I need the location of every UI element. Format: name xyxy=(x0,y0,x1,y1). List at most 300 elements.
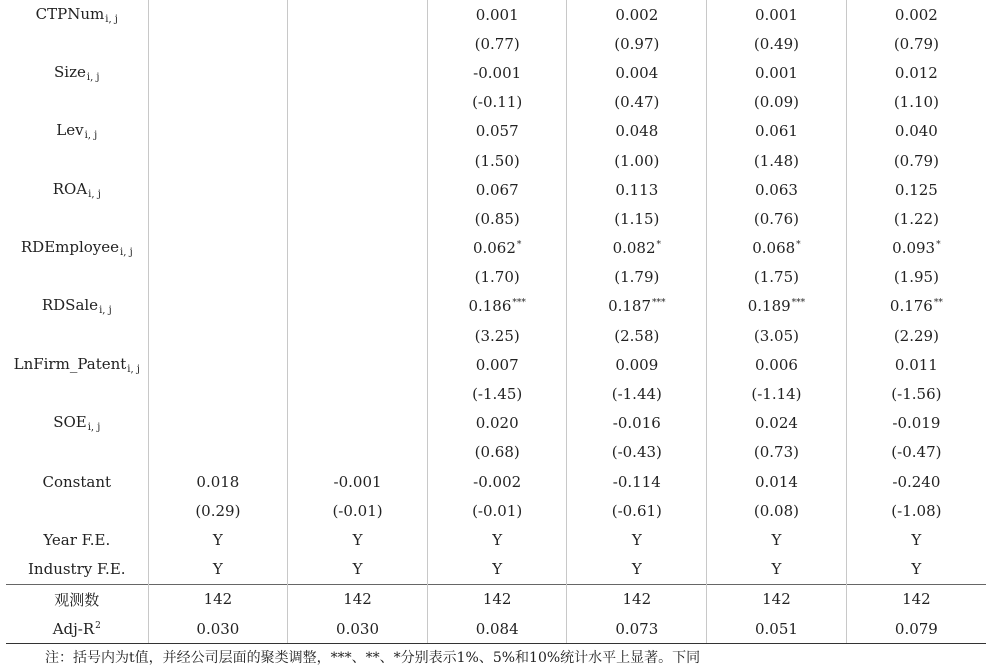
table-cell xyxy=(427,0,567,29)
cell-value: 0.001 xyxy=(475,5,519,24)
row-label-cell xyxy=(6,525,148,554)
table-cell xyxy=(148,204,288,233)
table-cell xyxy=(148,350,288,379)
row-label-cell xyxy=(6,0,148,29)
cell-value: 0.002 xyxy=(894,5,938,24)
table-cell xyxy=(427,263,567,292)
cell-value: (-0.11) xyxy=(472,93,523,112)
row-label-cell xyxy=(6,117,148,146)
cell-value: 0.125 xyxy=(894,180,938,199)
row-label-subscript: i, j xyxy=(127,363,140,375)
cell-value: (0.73) xyxy=(753,443,799,462)
cell-value: (-0.43) xyxy=(611,443,662,462)
table-cell xyxy=(567,263,707,292)
significance-stars: *** xyxy=(791,298,806,309)
t-stat-row xyxy=(6,496,986,525)
table-cell xyxy=(288,409,428,438)
table-cell xyxy=(707,292,847,321)
table-cell xyxy=(707,438,847,467)
row-label-subscript: i, j xyxy=(86,71,100,83)
table-cell xyxy=(707,263,847,292)
cell-value: (1.70) xyxy=(474,268,520,287)
cell-value: 0.040 xyxy=(894,122,938,141)
table-cell xyxy=(567,58,707,87)
table-cell xyxy=(846,292,986,321)
table-row xyxy=(6,234,986,263)
table-cell xyxy=(707,350,847,379)
table-cell xyxy=(288,614,428,644)
table-cell xyxy=(567,117,707,146)
table-cell xyxy=(846,146,986,175)
table-cell xyxy=(148,321,288,350)
cell-value: 0.187 xyxy=(608,297,652,316)
table-cell xyxy=(288,29,428,58)
row-label-cell xyxy=(6,175,148,204)
cell-value: 0.061 xyxy=(754,122,798,141)
row-label: Adj-R xyxy=(52,619,95,638)
cell-value: Y xyxy=(352,560,363,579)
cell-value: Y xyxy=(352,530,363,549)
cell-value: (-1.44) xyxy=(611,385,662,404)
cell-value: (0.68) xyxy=(474,443,520,462)
table-cell xyxy=(427,117,567,146)
table-cell xyxy=(567,292,707,321)
table-cell xyxy=(148,29,288,58)
table-cell xyxy=(288,438,428,467)
table-cell xyxy=(148,438,288,467)
cell-value: -0.002 xyxy=(473,472,522,491)
cell-value: (0.77) xyxy=(474,34,520,53)
cell-value: 0.082 xyxy=(612,239,656,258)
cell-value: (0.09) xyxy=(753,93,799,112)
table-cell xyxy=(846,438,986,467)
table-cell xyxy=(288,555,428,585)
row-label-cell xyxy=(6,234,148,263)
table-cell xyxy=(427,350,567,379)
table-cell xyxy=(707,0,847,29)
table-cell xyxy=(567,146,707,175)
table-cell xyxy=(288,467,428,496)
cell-value: 0.011 xyxy=(894,355,938,374)
table-cell xyxy=(707,58,847,87)
row-label: SOE xyxy=(53,413,87,432)
cell-value: (0.76) xyxy=(753,209,799,228)
row-label-subscript: i, j xyxy=(105,13,118,25)
table-cell xyxy=(567,438,707,467)
table-cell xyxy=(567,584,707,614)
table-cell xyxy=(707,146,847,175)
table-cell xyxy=(288,0,428,29)
cell-value: (0.47) xyxy=(614,93,660,112)
t-stat-row xyxy=(6,204,986,233)
table-cell xyxy=(707,496,847,525)
table-cell xyxy=(567,350,707,379)
table-cell xyxy=(288,175,428,204)
table-cell xyxy=(288,58,428,87)
cell-value: Y xyxy=(492,560,503,579)
table-cell xyxy=(288,496,428,525)
row-label-cell xyxy=(6,146,148,175)
cell-value: Y xyxy=(911,530,922,549)
table-cell xyxy=(148,467,288,496)
row-label-cell xyxy=(6,467,148,496)
cell-value: Y xyxy=(631,530,642,549)
table-cell xyxy=(288,321,428,350)
cell-value: 0.001 xyxy=(754,63,798,82)
table-cell xyxy=(567,525,707,554)
table-cell xyxy=(427,234,567,263)
cell-value: 0.007 xyxy=(475,355,519,374)
cell-value: (-1.56) xyxy=(891,385,942,404)
cell-value: (1.48) xyxy=(753,151,799,170)
table-cell xyxy=(288,584,428,614)
cell-value: 0.014 xyxy=(754,472,798,491)
cell-value: (-1.14) xyxy=(751,385,802,404)
table-cell xyxy=(567,379,707,408)
significance-stars: * xyxy=(796,240,801,251)
table-cell xyxy=(846,525,986,554)
t-stat-row xyxy=(6,263,986,292)
row-label-cell xyxy=(6,409,148,438)
cell-value: 0.063 xyxy=(754,180,798,199)
cell-value: Y xyxy=(492,530,503,549)
table-cell xyxy=(148,496,288,525)
cell-value: (1.15) xyxy=(614,209,660,228)
row-label: Lev xyxy=(56,121,84,140)
cell-value: 0.113 xyxy=(615,180,659,199)
table-cell xyxy=(288,292,428,321)
table-cell xyxy=(846,175,986,204)
row-label-cell xyxy=(6,29,148,58)
table-cell xyxy=(707,409,847,438)
cell-value: 142 xyxy=(343,590,372,609)
table-row xyxy=(6,614,986,644)
table-cell xyxy=(567,614,707,644)
cell-value: (1.22) xyxy=(893,209,939,228)
table-cell xyxy=(288,263,428,292)
cell-value: -0.016 xyxy=(612,414,661,433)
cell-value: 0.001 xyxy=(754,5,798,24)
table-cell xyxy=(148,409,288,438)
cell-value: Y xyxy=(771,530,782,549)
cell-value: 0.009 xyxy=(615,355,659,374)
table-cell xyxy=(148,175,288,204)
row-label-subscript: i, j xyxy=(87,422,101,434)
table-cell xyxy=(707,525,847,554)
cell-value: 142 xyxy=(622,590,652,609)
cell-value: 0.062 xyxy=(472,239,516,258)
regression-table xyxy=(6,0,986,644)
table-cell xyxy=(148,0,288,29)
table-cell xyxy=(288,379,428,408)
table-cell xyxy=(707,467,847,496)
table-row xyxy=(6,117,986,146)
table-row xyxy=(6,350,986,379)
table-cell xyxy=(846,584,986,614)
table-row xyxy=(6,525,986,554)
table-cell xyxy=(148,88,288,117)
table-cell xyxy=(707,614,847,644)
cell-value: (2.58) xyxy=(614,326,660,345)
cell-value: 0.030 xyxy=(336,619,379,638)
table-cell xyxy=(707,117,847,146)
table-cell xyxy=(148,117,288,146)
cell-value: (-0.01) xyxy=(472,501,523,520)
table-cell xyxy=(427,584,567,614)
row-label-cell xyxy=(6,263,148,292)
table-cell xyxy=(288,146,428,175)
table-cell xyxy=(148,263,288,292)
table-cell xyxy=(707,204,847,233)
table-cell xyxy=(148,525,288,554)
significance-stars: * xyxy=(936,240,941,251)
table-cell xyxy=(846,263,986,292)
significance-stars: *** xyxy=(652,298,666,309)
t-stat-row xyxy=(6,146,986,175)
t-stat-row xyxy=(6,438,986,467)
cell-value: (0.79) xyxy=(893,151,939,170)
table-cell xyxy=(427,555,567,585)
significance-stars: ** xyxy=(933,298,943,309)
row-label-cell xyxy=(6,88,148,117)
row-label-subscript: i, j xyxy=(88,188,101,200)
cell-value: Y xyxy=(771,560,782,579)
table-cell xyxy=(288,525,428,554)
cell-value: -0.001 xyxy=(473,63,522,82)
cell-value: (0.79) xyxy=(893,34,939,53)
row-label-cell xyxy=(6,584,148,614)
table-cell xyxy=(427,614,567,644)
table-cell xyxy=(288,204,428,233)
cell-value: Y xyxy=(911,560,922,579)
row-label-cell xyxy=(6,58,148,87)
table-cell xyxy=(567,409,707,438)
table-cell xyxy=(148,146,288,175)
table-cell xyxy=(288,234,428,263)
cell-value: (3.05) xyxy=(753,326,799,345)
row-label-cell xyxy=(6,496,148,525)
table-cell xyxy=(846,58,986,87)
table-row xyxy=(6,584,986,614)
table-row xyxy=(6,58,986,87)
row-label-cell xyxy=(6,292,148,321)
row-label-superscript: 2 xyxy=(95,620,101,631)
table-cell xyxy=(846,29,986,58)
table-cell xyxy=(567,175,707,204)
cell-value: 0.024 xyxy=(754,414,798,433)
row-label-cell xyxy=(6,379,148,408)
table-cell xyxy=(567,88,707,117)
row-label-subscript: i, j xyxy=(120,247,133,259)
row-label: Industry F.E. xyxy=(28,560,126,579)
t-stat-row xyxy=(6,29,986,58)
cell-value: Y xyxy=(631,560,642,579)
regression-table-body xyxy=(6,0,986,644)
t-stat-row xyxy=(6,321,986,350)
cell-value: 0.079 xyxy=(894,619,938,638)
table-cell xyxy=(427,467,567,496)
table-cell xyxy=(567,234,707,263)
table-cell xyxy=(427,175,567,204)
cell-value: -0.019 xyxy=(892,414,941,433)
table-cell xyxy=(567,467,707,496)
table-cell xyxy=(846,350,986,379)
table-cell xyxy=(427,525,567,554)
row-label: Size xyxy=(54,62,86,81)
table-cell xyxy=(846,379,986,408)
cell-value: (2.29) xyxy=(893,326,939,345)
table-cell xyxy=(707,234,847,263)
cell-value: 0.004 xyxy=(615,63,659,82)
table-cell xyxy=(148,234,288,263)
cell-value: -0.240 xyxy=(892,472,941,491)
table-row xyxy=(6,467,986,496)
row-label: LnFirm_Patent xyxy=(13,354,127,373)
table-cell xyxy=(567,0,707,29)
cell-value: 0.186 xyxy=(468,297,512,316)
table-cell xyxy=(707,29,847,58)
cell-value: (0.29) xyxy=(195,501,241,520)
table-row xyxy=(6,292,986,321)
row-label: Constant xyxy=(42,472,112,491)
cell-value: 0.073 xyxy=(615,619,659,638)
table-cell xyxy=(427,496,567,525)
table-cell xyxy=(846,496,986,525)
table-cell xyxy=(707,555,847,585)
cell-value: 0.051 xyxy=(754,619,798,638)
table-cell xyxy=(567,204,707,233)
row-label-cell xyxy=(6,321,148,350)
cell-value: Y xyxy=(212,560,223,579)
cell-value: (1.79) xyxy=(614,268,660,287)
cell-value: 0.068 xyxy=(752,239,796,258)
cell-value: (3.25) xyxy=(474,326,520,345)
cell-value: (1.00) xyxy=(614,151,660,170)
cell-value: (1.75) xyxy=(753,268,799,287)
cell-value: 0.018 xyxy=(196,472,240,491)
cell-value: (1.95) xyxy=(893,268,939,287)
cell-value: 142 xyxy=(762,590,791,609)
table-cell xyxy=(148,379,288,408)
cell-value: (-1.45) xyxy=(472,385,523,404)
cell-value: 142 xyxy=(902,590,931,609)
cell-value: 0.006 xyxy=(754,355,798,374)
table-cell xyxy=(148,614,288,644)
table-cell xyxy=(707,175,847,204)
cell-value: 0.012 xyxy=(894,63,938,82)
row-label: Year F.E. xyxy=(43,530,111,549)
row-label-cell xyxy=(6,438,148,467)
cell-value: 0.020 xyxy=(475,414,519,433)
table-cell xyxy=(846,555,986,585)
table-cell xyxy=(148,292,288,321)
row-label-cell xyxy=(6,350,148,379)
table-cell xyxy=(846,467,986,496)
table-cell xyxy=(707,379,847,408)
table-cell xyxy=(846,204,986,233)
cell-value: (-0.47) xyxy=(891,443,942,462)
row-label: CTPNum xyxy=(35,4,105,23)
cell-value: (0.49) xyxy=(753,34,799,53)
table-cell xyxy=(707,584,847,614)
table-row xyxy=(6,409,986,438)
table-cell xyxy=(427,321,567,350)
row-label-cell xyxy=(6,614,148,644)
table-cell xyxy=(427,58,567,87)
table-cell xyxy=(427,409,567,438)
cell-value: 142 xyxy=(482,590,512,609)
table-cell xyxy=(427,438,567,467)
cell-value: -0.114 xyxy=(612,472,661,491)
table-cell xyxy=(846,0,986,29)
cell-value: 0.048 xyxy=(615,122,659,141)
table-note: 注：括号内为t值，并经公司层面的聚类调整，***、**、*分别表示1%、5%和10%统计水平上显著。下同 xyxy=(45,650,701,666)
table-cell xyxy=(707,88,847,117)
cell-value: 142 xyxy=(203,590,233,609)
row-label: 观测数 xyxy=(54,590,100,609)
cell-value: 0.067 xyxy=(475,180,519,199)
table-cell xyxy=(846,409,986,438)
significance-stars: * xyxy=(656,240,662,251)
table-cell xyxy=(427,204,567,233)
table-cell xyxy=(846,117,986,146)
table-cell xyxy=(846,614,986,644)
cell-value: 0.093 xyxy=(892,239,936,258)
row-label: RDEmployee xyxy=(20,238,120,257)
row-label-subscript: i, j xyxy=(84,130,98,142)
table-row xyxy=(6,0,986,29)
cell-value: -0.001 xyxy=(333,472,382,491)
table-cell xyxy=(846,321,986,350)
cell-value: (1.50) xyxy=(474,151,520,170)
cell-value: (-1.08) xyxy=(891,501,942,520)
table-cell xyxy=(288,117,428,146)
cell-value: 0.084 xyxy=(475,619,519,638)
table-cell xyxy=(567,555,707,585)
cell-value: (0.97) xyxy=(614,34,660,53)
cell-value: (-0.01) xyxy=(332,501,383,520)
cell-value: 0.176 xyxy=(889,297,933,316)
cell-value: (-0.61) xyxy=(611,501,662,520)
cell-value: 0.189 xyxy=(747,297,791,316)
cell-value: 0.030 xyxy=(196,619,240,638)
row-label: RDSale xyxy=(41,296,99,315)
cell-value: 0.002 xyxy=(615,5,659,24)
table-cell xyxy=(427,29,567,58)
table-cell xyxy=(567,321,707,350)
significance-stars: *** xyxy=(512,298,526,309)
table-row xyxy=(6,175,986,204)
table-cell xyxy=(427,379,567,408)
table-cell xyxy=(427,146,567,175)
table-cell xyxy=(288,88,428,117)
table-cell xyxy=(148,58,288,87)
table-cell xyxy=(567,29,707,58)
cell-value: (1.10) xyxy=(893,93,939,112)
table-cell xyxy=(148,555,288,585)
table-cell xyxy=(427,88,567,117)
table-cell xyxy=(148,584,288,614)
table-cell xyxy=(567,496,707,525)
t-stat-row xyxy=(6,379,986,408)
t-stat-row xyxy=(6,88,986,117)
cell-value: Y xyxy=(212,530,223,549)
cell-value: (0.85) xyxy=(474,209,520,228)
table-cell xyxy=(846,234,986,263)
table-row xyxy=(6,555,986,585)
table-cell xyxy=(427,292,567,321)
row-label-subscript: i, j xyxy=(99,305,112,317)
